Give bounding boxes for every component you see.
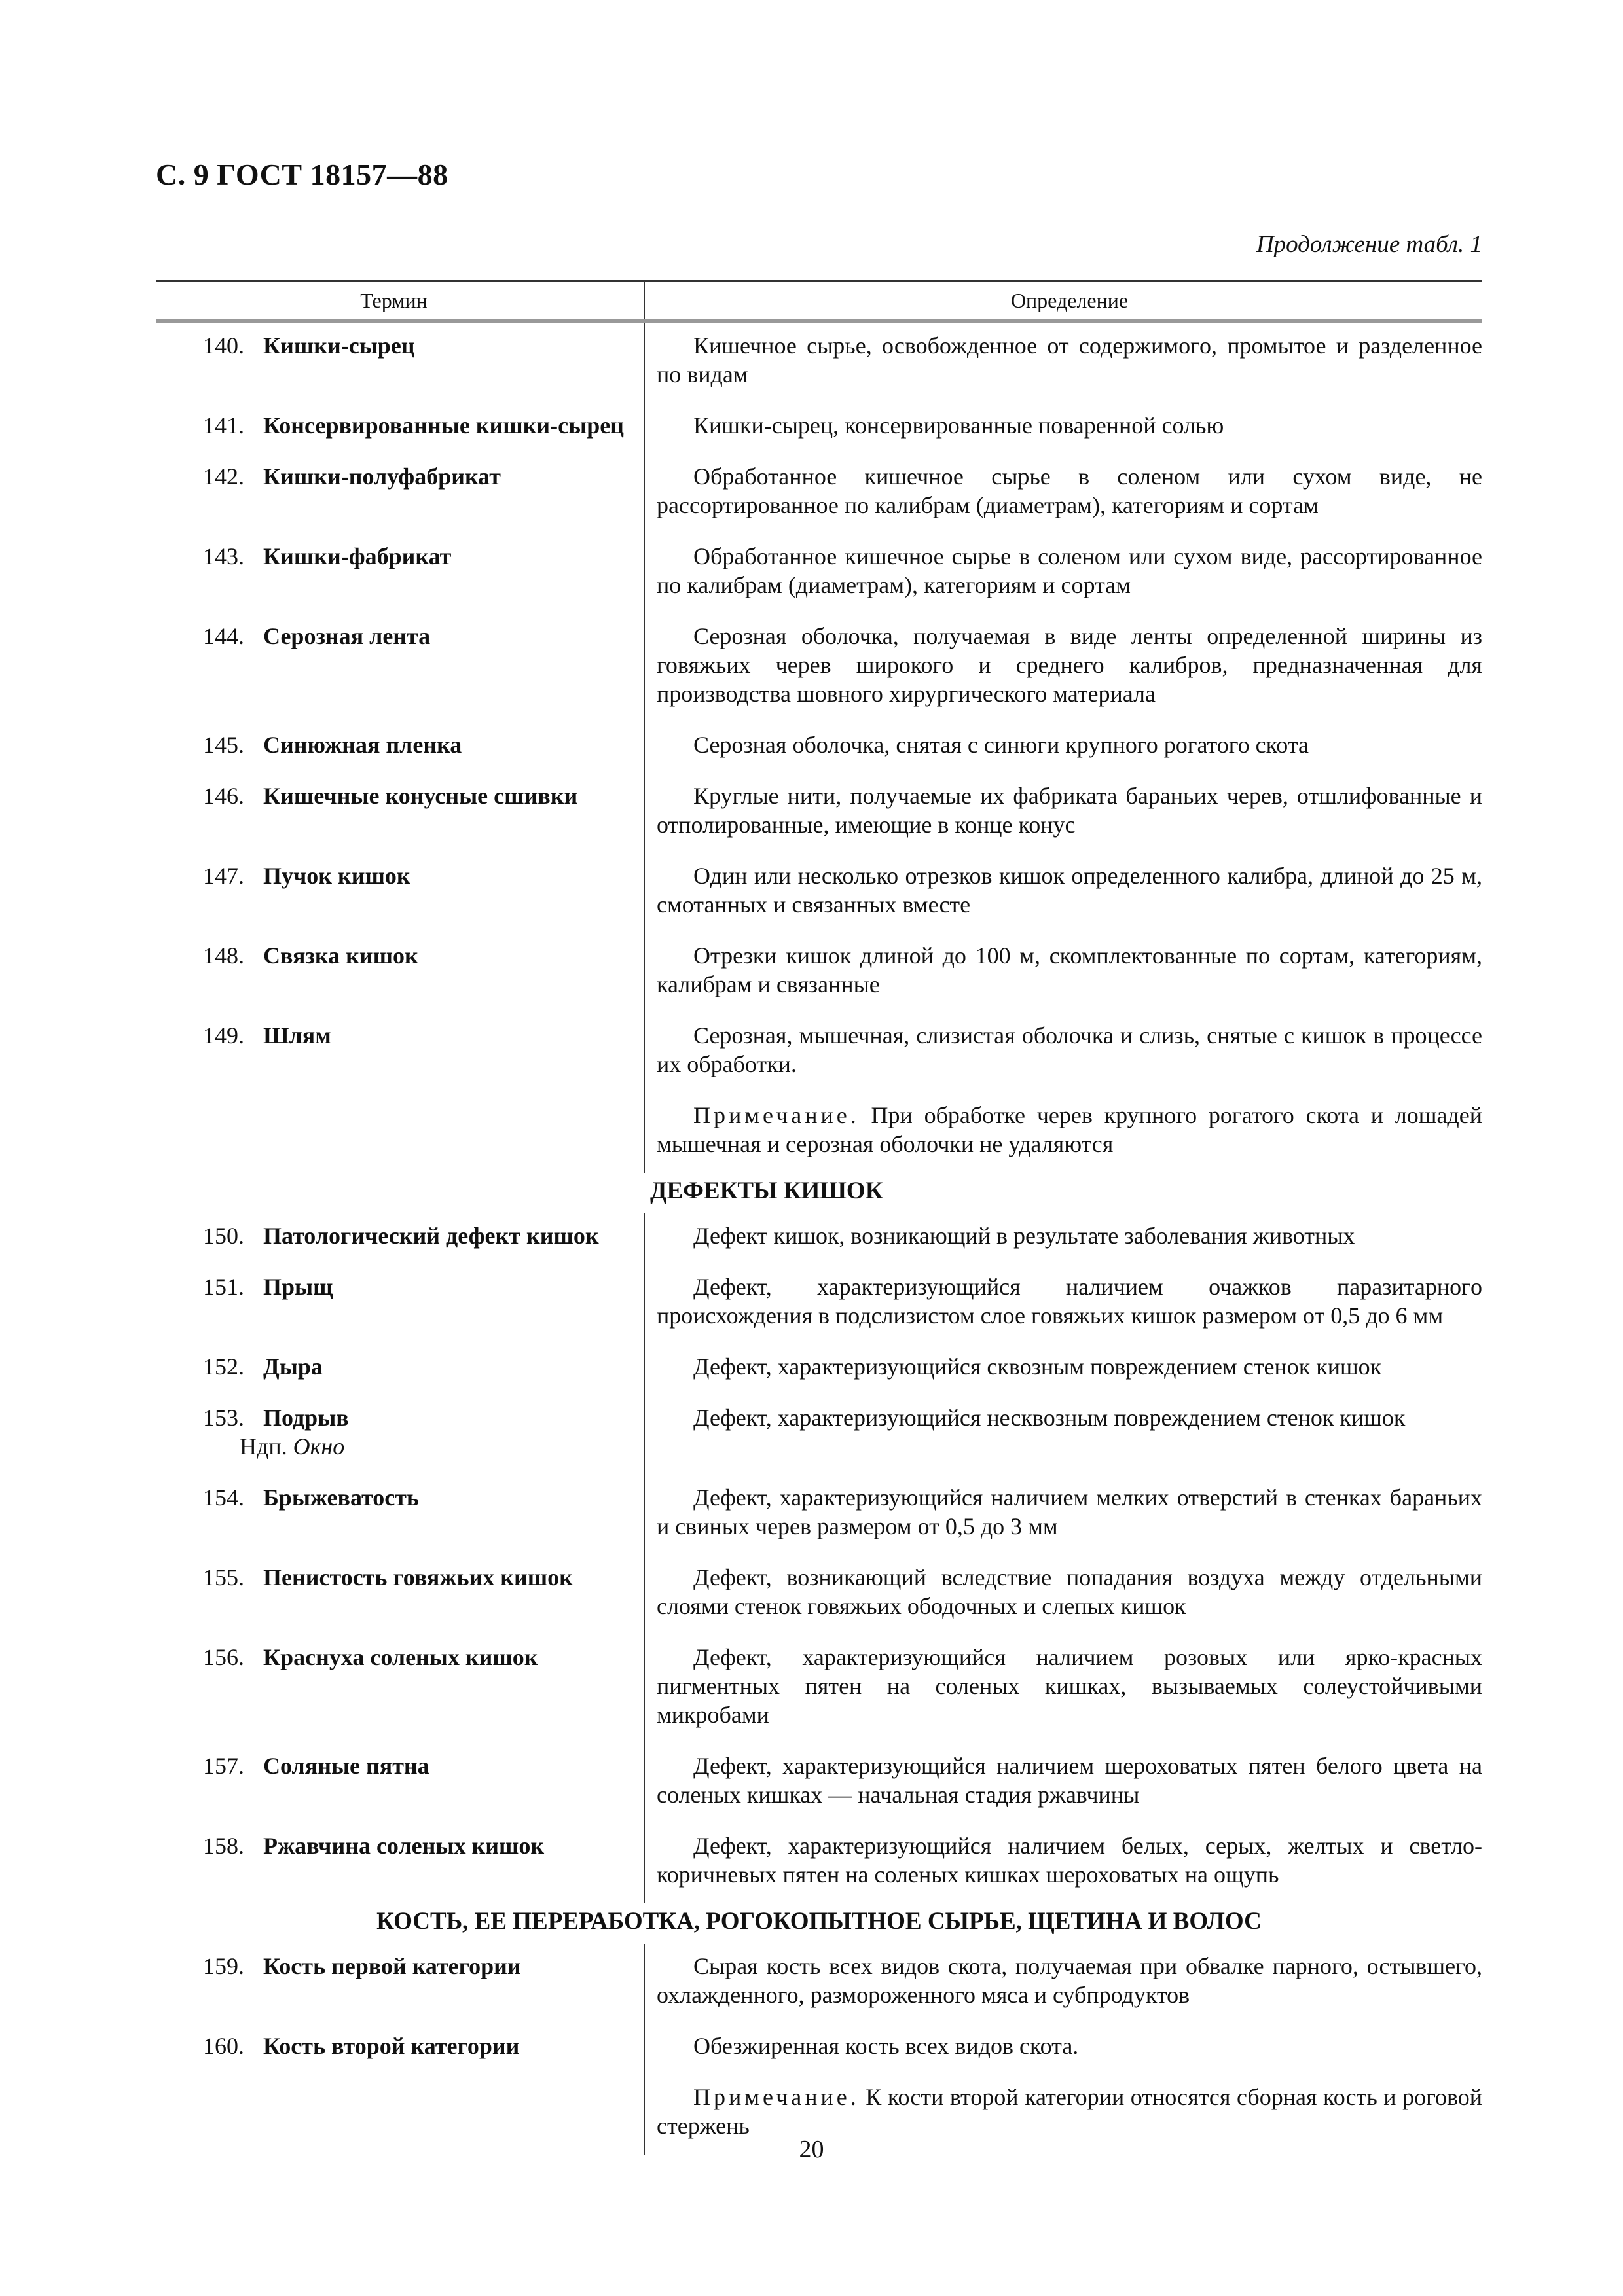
empty-term-cell (156, 1093, 644, 1173)
term-group-bone (156, 1944, 1482, 2155)
table-row (156, 853, 1482, 933)
note-label: Примечание. (693, 1102, 860, 1128)
term-number: 154. (203, 1484, 244, 1511)
definition-cell (644, 403, 1482, 454)
term-line (156, 1021, 632, 1050)
term-number: 143. (203, 543, 244, 569)
definition-cell (644, 723, 1482, 774)
deprecated-prefix: Ндп. (240, 1433, 287, 1460)
term-number: 157. (203, 1753, 244, 1779)
note-body: К кости второй категории относятся сборная кость и роговой стержень (657, 2084, 1482, 2139)
definition-cell (644, 1475, 1482, 1555)
term-line (156, 730, 632, 759)
definition-text: Серозная оболочка, снятая с синюги крупного рогатого скота (693, 732, 1309, 758)
term-name: Подрыв (263, 1405, 349, 1431)
table-row (156, 454, 1482, 534)
term-number: 148. (203, 942, 244, 969)
term-name: Ржавчина соленых кишок (263, 1833, 545, 1859)
term-number: 151. (203, 1274, 244, 1300)
term-cell (156, 534, 644, 614)
table-row (156, 1944, 1482, 2024)
definition-cell (644, 323, 1482, 403)
column-header-term: Термин (360, 289, 428, 312)
table-row (156, 1635, 1482, 1744)
term-line (156, 1272, 632, 1301)
term-number: 160. (203, 2033, 244, 2059)
term-cell (156, 1475, 644, 1555)
section-heading-defects: ДЕФЕКТЫ КИШОК (650, 1177, 883, 1204)
term-name: Брыжеватость (263, 1484, 419, 1511)
term-number: 140. (203, 332, 244, 359)
term-name: Кишки-фабрикат (263, 543, 452, 569)
note-text (657, 1101, 1482, 1158)
term-number: 142. (203, 463, 244, 490)
table-continuation-label: Продолжение табл. 1 (1256, 231, 1482, 258)
definition-text: Обезжиренная кость всех видов скота. (693, 2033, 1079, 2059)
term-cell (156, 454, 644, 534)
term-cell (156, 614, 644, 723)
definition-text: Дефект, характеризующийся наличием очажков паразитарного происхождения в подслизистом слое говяжьих кишок размером от 0,5 до 6 мм (657, 1274, 1482, 1329)
term-cell (156, 1395, 644, 1475)
term-line (156, 331, 632, 360)
term-name: Кишки-сырец (263, 332, 415, 359)
note-label: Примечание. (693, 2084, 860, 2110)
definition-text: Дефект, характеризующийся наличием шероховатых пятен белого цвета на соленых кишках — начальная стадия ржавчины (657, 1753, 1482, 1808)
term-line (156, 1831, 632, 1860)
term-cell (156, 853, 644, 933)
term-number: 150. (203, 1223, 244, 1249)
term-number: 159. (203, 1953, 244, 1979)
definition-text: Дефект, характеризующийся наличием мелких отверстий в стенках бараньих и свиных черев размером от 0,5 до 3 мм (657, 1484, 1482, 1539)
term-cell (156, 774, 644, 853)
definition-text: Дефект, характеризующийся несквозным повреждением стенок кишок (693, 1405, 1406, 1431)
term-name: Серозная лента (263, 623, 431, 649)
term-line (156, 1563, 632, 1592)
term-name: Синюжная пленка (263, 732, 462, 758)
term-line (156, 622, 632, 651)
definition-text: Сырая кость всех видов скота, получаемая при обвалке парного, остывшего, охлажденного, размороженного мяса и субпродуктов (657, 1953, 1482, 2008)
definition-cell (644, 1265, 1482, 1344)
table-header (156, 280, 1482, 323)
definition-cell (644, 853, 1482, 933)
note-body: При обработке черев крупного рогатого скота и лошадей мышечная и серозная оболочки не удаляются (657, 1102, 1482, 1157)
term-line (156, 2032, 632, 2060)
term-cell (156, 1635, 644, 1744)
term-line (156, 781, 632, 810)
term-cell (156, 1823, 644, 1903)
deprecated-term (156, 1432, 632, 1461)
table-row (156, 933, 1482, 1013)
term-name: Кость второй категории (263, 2033, 520, 2059)
definition-text: Один или несколько отрезков кишок определенного калибра, длиной до 25 м, смотанных и связанных вместе (657, 863, 1482, 918)
term-name: Консервированные кишки-сырец (263, 412, 624, 439)
term-name: Дыра (263, 1354, 323, 1380)
note-text (657, 2083, 1482, 2140)
definition-text: Обработанное кишечное сырье в соленом или сухом виде, не рассортированное по калибрам (диаметрам), категориям и сортам (657, 463, 1482, 518)
note-row (156, 1093, 1482, 1173)
term-cell (156, 2024, 644, 2075)
term-number: 146. (203, 783, 244, 809)
definition-text: Кишки-сырец, консервированные поваренной солью (693, 412, 1224, 439)
table-row (156, 774, 1482, 853)
term-number: 158. (203, 1833, 244, 1859)
definition-cell (644, 933, 1482, 1013)
term-name: Шлям (263, 1022, 331, 1049)
term-cell (156, 403, 644, 454)
term-line (156, 1643, 632, 1672)
definition-text: Круглые нити, получаемые их фабриката бараньих черев, отшлифованные и отполированные, имеющие в конце конус (657, 783, 1482, 838)
table-row (156, 534, 1482, 614)
table-row (156, 1265, 1482, 1344)
table-row (156, 1344, 1482, 1395)
term-number: 147. (203, 863, 244, 889)
definition-text: Обработанное кишечное сырье в соленом или сухом виде, рассортированное по калибрам (диаметрам), категориям и сортам (657, 543, 1482, 598)
term-name: Краснуха соленых кишок (263, 1644, 538, 1670)
term-cell (156, 1213, 644, 1265)
table-row (156, 723, 1482, 774)
table-row (156, 1823, 1482, 1903)
term-number: 145. (203, 732, 244, 758)
table-row (156, 323, 1482, 403)
deprecated-word: Окно (293, 1433, 345, 1460)
table-row (156, 1555, 1482, 1635)
definition-text: Дефект, характеризующийся наличием белых, серых, желтых и светло-коричневых пятен на соленых кишках шероховатых на ощупь (657, 1833, 1482, 1888)
term-name: Кишечные конусные сшивки (263, 783, 578, 809)
term-group-casings (156, 323, 1482, 1173)
table-row (156, 1475, 1482, 1555)
term-line (156, 1403, 632, 1432)
term-cell (156, 933, 644, 1013)
definition-text: Серозная, мышечная, слизистая оболочка и слизь, снятые с кишок в процессе их обработки. (657, 1022, 1482, 1077)
term-line (156, 1952, 632, 1981)
term-number: 155. (203, 1564, 244, 1590)
term-line (156, 462, 632, 491)
definition-text: Дефект, возникающий вследствие попадания воздуха между отдельными слоями стенок говяжьих ободочных и слепых кишок (657, 1564, 1482, 1619)
term-line (156, 1221, 632, 1250)
term-cell (156, 1344, 644, 1395)
term-name: Прыщ (263, 1274, 333, 1300)
term-line (156, 941, 632, 970)
term-cell (156, 1944, 644, 2024)
definition-cell (644, 1944, 1482, 2024)
term-number: 156. (203, 1644, 244, 1670)
definition-text: Отрезки кишок длиной до 100 м, скомплектованные по сортам, категориям, калибрам и связанные (657, 942, 1482, 997)
term-line (156, 1483, 632, 1512)
table-row (156, 614, 1482, 723)
term-number: 152. (203, 1354, 244, 1380)
definition-text: Дефект, характеризующийся наличием розовых или ярко-красных пигментных пятен на соленых кишках, вызываемых солеустойчивыми микробами (657, 1644, 1482, 1728)
term-cell (156, 323, 644, 403)
term-name: Соляные пятна (263, 1753, 429, 1779)
definition-cell (644, 1744, 1482, 1823)
term-cell (156, 1744, 644, 1823)
table-row (156, 1744, 1482, 1823)
term-name: Пенистость говяжьих кишок (263, 1564, 573, 1590)
term-line (156, 861, 632, 890)
definition-cell (644, 1395, 1482, 1475)
definition-text: Дефект, характеризующийся сквозным повреждением стенок кишок (693, 1354, 1382, 1380)
term-name: Патологический дефект кишок (263, 1223, 599, 1249)
term-cell (156, 1555, 644, 1635)
term-name: Пучок кишок (263, 863, 410, 889)
column-header-definition: Определение (644, 282, 1482, 319)
term-cell (156, 723, 644, 774)
definition-text: Серозная оболочка, получаемая в виде ленты определенной ширины из говяжьих черев широкого и среднего калибров, предназначенная для производства шовного хирургического материала (657, 623, 1482, 707)
definition-cell (644, 1213, 1482, 1265)
term-cell (156, 1013, 644, 1093)
note-cell (644, 1093, 1482, 1173)
definition-cell (644, 774, 1482, 853)
term-line (156, 542, 632, 571)
term-number: 153. (203, 1405, 244, 1431)
page-number: 20 (799, 2136, 824, 2163)
table-row (156, 403, 1482, 454)
page-header: С. 9 ГОСТ 18157—88 (156, 158, 448, 191)
term-number: 144. (203, 623, 244, 649)
table-row (156, 1013, 1482, 1093)
term-line (156, 1751, 632, 1780)
definition-text: Дефект кишок, возникающий в результате заболевания животных (693, 1223, 1355, 1249)
terms-table (156, 280, 1482, 2155)
term-number: 141. (203, 412, 244, 439)
definition-cell (644, 614, 1482, 723)
term-name: Кость первой категории (263, 1953, 521, 1979)
definition-cell (644, 1555, 1482, 1635)
table-row (156, 2024, 1482, 2075)
term-name: Связка кишок (263, 942, 418, 969)
term-number: 149. (203, 1022, 244, 1049)
definition-text: Кишечное сырье, освобожденное от содержимого, промытое и разделенное по видам (657, 332, 1482, 387)
term-name: Кишки-полуфабрикат (263, 463, 501, 490)
term-cell (156, 1265, 644, 1344)
definition-cell (644, 1823, 1482, 1903)
definition-cell (644, 1635, 1482, 1744)
definition-cell (644, 534, 1482, 614)
definition-cell (644, 2024, 1482, 2075)
table-row (156, 1213, 1482, 1265)
definition-cell (644, 454, 1482, 534)
term-group-defects (156, 1213, 1482, 1903)
table-row (156, 1395, 1482, 1475)
term-line (156, 1352, 632, 1381)
term-line (156, 411, 632, 440)
definition-cell (644, 1013, 1482, 1093)
definition-cell (644, 1344, 1482, 1395)
section-heading-bone: КОСТЬ, ЕЕ ПЕРЕРАБОТКА, РОГОКОПЫТНОЕ СЫРЬЕ, ЩЕТИНА И ВОЛОС (376, 1908, 1262, 1935)
